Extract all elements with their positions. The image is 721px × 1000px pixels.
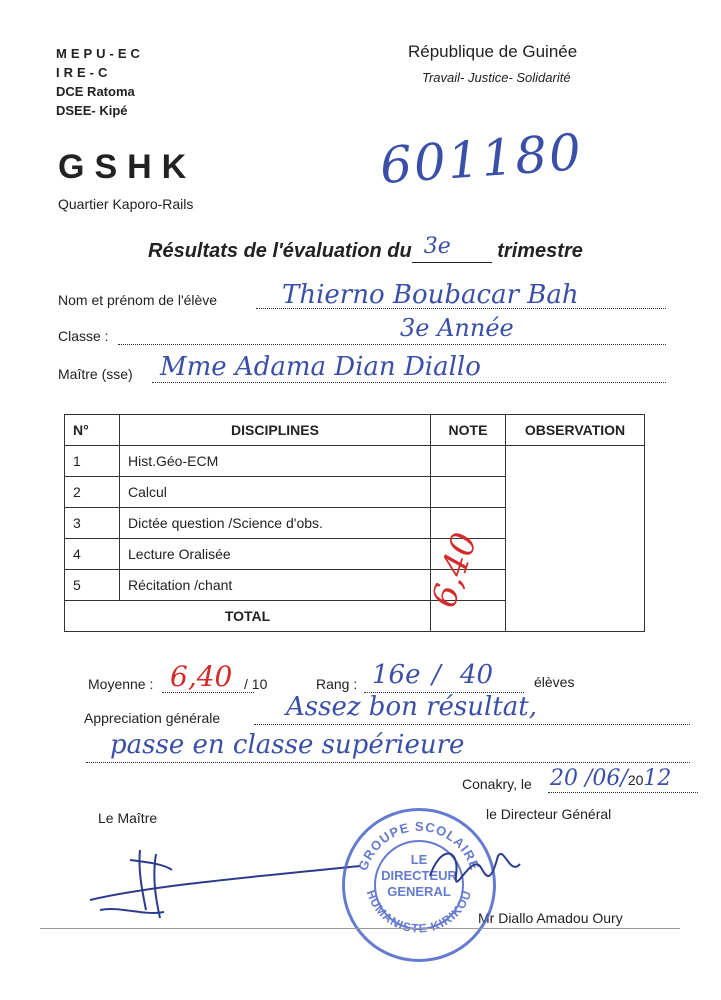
row-number: 1 <box>65 446 120 477</box>
row-discipline: Lecture Oralisée <box>120 539 431 570</box>
row-note <box>431 477 506 508</box>
row-discipline: Dictée question /Science d'obs. <box>120 508 431 539</box>
moyenne-label: Moyenne : <box>88 676 154 692</box>
row-discipline: Récitation /chant <box>120 570 431 601</box>
stamp-center-1: LE <box>410 852 428 867</box>
row-note <box>431 446 506 477</box>
observation-cell <box>506 446 645 632</box>
header-observation: OBSERVATION <box>506 415 645 446</box>
total-label: TOTAL <box>65 601 431 632</box>
row-number: 5 <box>65 570 120 601</box>
rang-value: 16e <box>372 660 421 690</box>
class-label: Classe : <box>58 328 109 344</box>
name-label: Nom et prénom de l'élève <box>58 292 218 308</box>
rang-separator: / <box>432 660 441 690</box>
class-line <box>118 344 666 345</box>
republic-title: République de Guinée <box>408 42 578 61</box>
grades-table <box>64 414 645 632</box>
teacher-value: Mme Adama Dian Diallo <box>160 352 481 382</box>
maitre-label: Le Maître <box>98 810 158 826</box>
appreciation-text-2: passe en classe supérieure <box>110 730 465 760</box>
directeur-label: le Directeur Général <box>486 806 612 822</box>
dce-line: DCE Ratoma <box>56 84 135 99</box>
rang-label: Rang : <box>316 676 358 692</box>
appreciation-text-1: Assez bon résultat, <box>286 692 537 722</box>
bottom-rule <box>40 928 680 929</box>
ire-line: IRE-C <box>56 65 112 80</box>
republic-motto: Travail- Justice- Solidarité <box>422 70 571 85</box>
title-prefix: Résultats de l'évaluation du <box>148 240 412 262</box>
date-line <box>548 792 698 793</box>
note-handwritten: 6,40 <box>424 528 486 613</box>
row-number: 4 <box>65 539 120 570</box>
header-left-block <box>56 44 144 120</box>
row-number: 2 <box>65 477 120 508</box>
header-number: N° <box>65 415 120 446</box>
trimestre-value: 3e <box>423 234 451 259</box>
trimestre-blank <box>412 234 492 263</box>
date-year-suffix: 12 <box>643 766 672 791</box>
header-disciplines: DISCIPLINES <box>120 415 431 446</box>
appreciation-line-2 <box>86 762 690 763</box>
class-value: 3e Année <box>400 314 514 342</box>
date-month: 06 <box>592 766 621 791</box>
report-title <box>148 234 583 263</box>
date-year-prefix: 20 <box>627 772 644 788</box>
stamp-ring-bottom: HUMANISTE KIRIKOU <box>363 888 475 936</box>
date-value: 20 /06/2012 <box>550 766 672 791</box>
matricule-number: 601180 <box>378 122 585 196</box>
appreciation-line-1 <box>254 724 690 725</box>
dsee-line: DSEE- Kipé <box>56 103 128 118</box>
school-quartier: Quartier Kaporo-Rails <box>58 196 194 212</box>
directeur-name: Mr Diallo Amadou Oury <box>478 910 623 926</box>
table-header-row <box>65 415 645 446</box>
maitre-signature <box>60 830 380 930</box>
name-value: Thierno Boubacar Bah <box>282 280 579 310</box>
directeur-signature <box>420 836 540 906</box>
place-date-label: Conakry, le <box>462 776 532 792</box>
stamp-center-3: GENERAL <box>387 884 451 899</box>
school-name: GSHK <box>58 148 197 186</box>
row-discipline: Calcul <box>120 477 431 508</box>
teacher-label: Maître (sse) <box>58 366 133 382</box>
appreciation-label: Appreciation générale <box>84 710 221 726</box>
ministry-line: MEPU-EC <box>56 46 144 61</box>
date-day: 20 <box>550 766 578 791</box>
moyenne-scale: / 10 <box>244 676 268 692</box>
eleves-label: élèves <box>534 674 575 690</box>
stamp-ring-top: GROUPE SCOLAIRE <box>355 818 483 873</box>
rang-total: 40 <box>460 660 494 690</box>
row-number: 3 <box>65 508 120 539</box>
title-suffix: trimestre <box>497 240 583 262</box>
teacher-line <box>152 382 666 383</box>
moyenne-value: 6,40 <box>170 660 233 693</box>
stamp-center-2: DIRECTEUR <box>381 868 457 883</box>
row-discipline: Hist.Géo-ECM <box>120 446 431 477</box>
header-note: NOTE <box>431 415 506 446</box>
table-row <box>65 446 645 477</box>
